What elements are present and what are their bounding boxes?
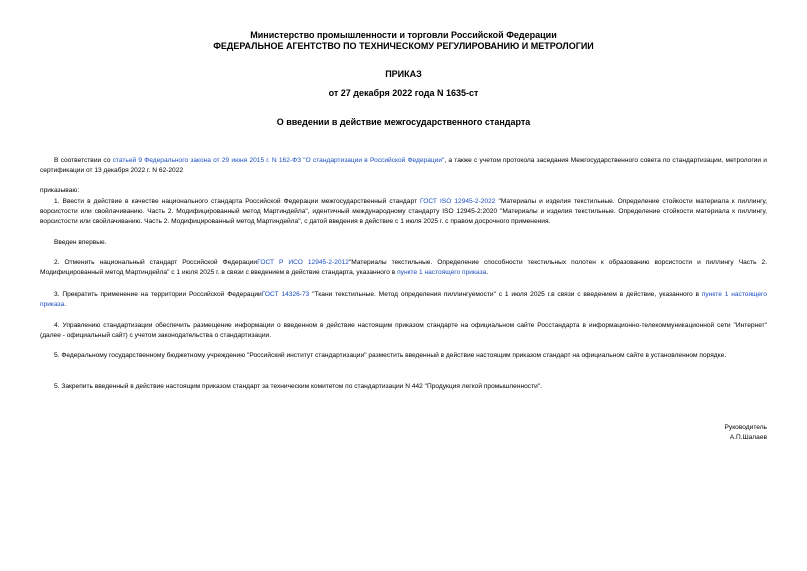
item-2-text-2: "Материалы текстильные. Определение способности текстильных полотен к образованию ворсистости и пиллингу Часть 2. Модифицированный метод Мартиндейла" с 1 июля 2025 г. в связи с введением в действие стандарта, указанного в — [40, 259, 768, 276]
item-2-paragraph — [40, 258, 767, 278]
subject-heading: О введении в действие межгосударственного стандарта — [276, 117, 531, 127]
ministry-heading: Министерство промышленности и торговли Российской Федерации — [250, 30, 557, 40]
preamble-text-2: , а также с учетом протокола заседания Межгосударственного совета по стандартизации, метрологии и сертификации от 13 декабря 2022 г. N 62-2022 — [40, 157, 767, 174]
item-4-paragraph: 4. Управлению стандартизации обеспечить размещение информации о введенном в действие настоящим приказом стандарте на официальном сайте Росстандарта в информационно-телекоммуникационной сети "Интернет" (далее - официальный сайт) с учетом законодательства о стандартизации. — [40, 322, 767, 339]
date-number-heading: от 27 декабря 2022 года N 1635-ст — [328, 88, 479, 98]
item-2-text-1: 2. Отменить национальный стандарт Российской Федерации — [54, 259, 258, 266]
item-3-text-1: 3. Прекратить применение на территории Российской Федерации — [54, 291, 262, 298]
item-3-paragraph — [40, 290, 767, 310]
gost-iso-12945-2-2022-link[interactable]: ГОСТ ISO 12945-2-2022 — [420, 198, 496, 205]
item-3-text-2: "Ткани текстильные. Метод определения пиллингуемости" с 1 июля 2025 г.в связи с введением в действие, указанного в — [309, 291, 702, 298]
item-2-text-3: . — [486, 269, 489, 276]
item-2-clause-1-link[interactable]: пункте 1 настоящего приказа — [397, 269, 487, 276]
order-word: приказываю: — [40, 187, 80, 194]
preamble-paragraph — [40, 156, 767, 176]
law-link[interactable]: статьей 9 Федерального закона от 29 июня 2015 г. N 162-ФЗ "О стандартизации в Российской Федерации" — [112, 157, 445, 164]
item-3-text-3: . — [64, 301, 67, 308]
item-6-paragraph: 5. Закрепить введенный в действие настоящим приказом стандарт за техническим комитетом по стандартизации N 442 "Продукция легкой промышленности". — [54, 383, 542, 390]
item-1-paragraph — [40, 197, 767, 227]
gost-14326-73-link[interactable]: ГОСТ 14326-73 — [261, 291, 310, 298]
item-5-paragraph: 5. Федеральному государственному бюджетному учреждению "Российский институт стандартизации" разместить введенный в действие настоящим приказом стандарт на официальном сайте в установленном порядке. — [54, 352, 727, 359]
doc-type-heading: ПРИКАЗ — [385, 69, 422, 79]
agency-heading: ФЕДЕРАЛЬНОЕ АГЕНТСТВО ПО ТЕХНИЧЕСКОМУ РЕГУЛИРОВАНИЮ И МЕТРОЛОГИИ — [213, 41, 594, 51]
item-1-text-2: "Материалы и изделия текстильные. Определение стойкости материала к пиллингу, ворсистости или свойлачиванию. Часть 2. Модифицированный метод Мартиндейла", идентичный международному стандарту ISO 12945-2:2020 "Материалы и изделия текстильные. Определение стойкости материала к пиллингу, ворсистости или свойлачиванию. Часть 2. Модифицированный метод Мартиндейла", с датой введения в действие с 1 июля 2025 г. с правом досрочного применения. — [40, 198, 767, 225]
item-1-text-1: 1. Ввести в действие в качестве национального стандарта Российской Федерации межгосударственный стандарт — [54, 198, 421, 205]
introduced-first-paragraph: Введен впервые. — [54, 239, 107, 246]
signature-title: Руководитель — [724, 424, 767, 431]
signature-name: А.П.Шалаев — [729, 434, 767, 441]
preamble-text-1: В соответствии со — [54, 157, 113, 164]
item-3-clause-1-link[interactable]: пункте 1 настоящего приказа — [40, 291, 767, 308]
gost-r-iso-12945-2-2012-link[interactable]: ГОСТ Р ИСО 12945-2-2012 — [257, 259, 349, 266]
